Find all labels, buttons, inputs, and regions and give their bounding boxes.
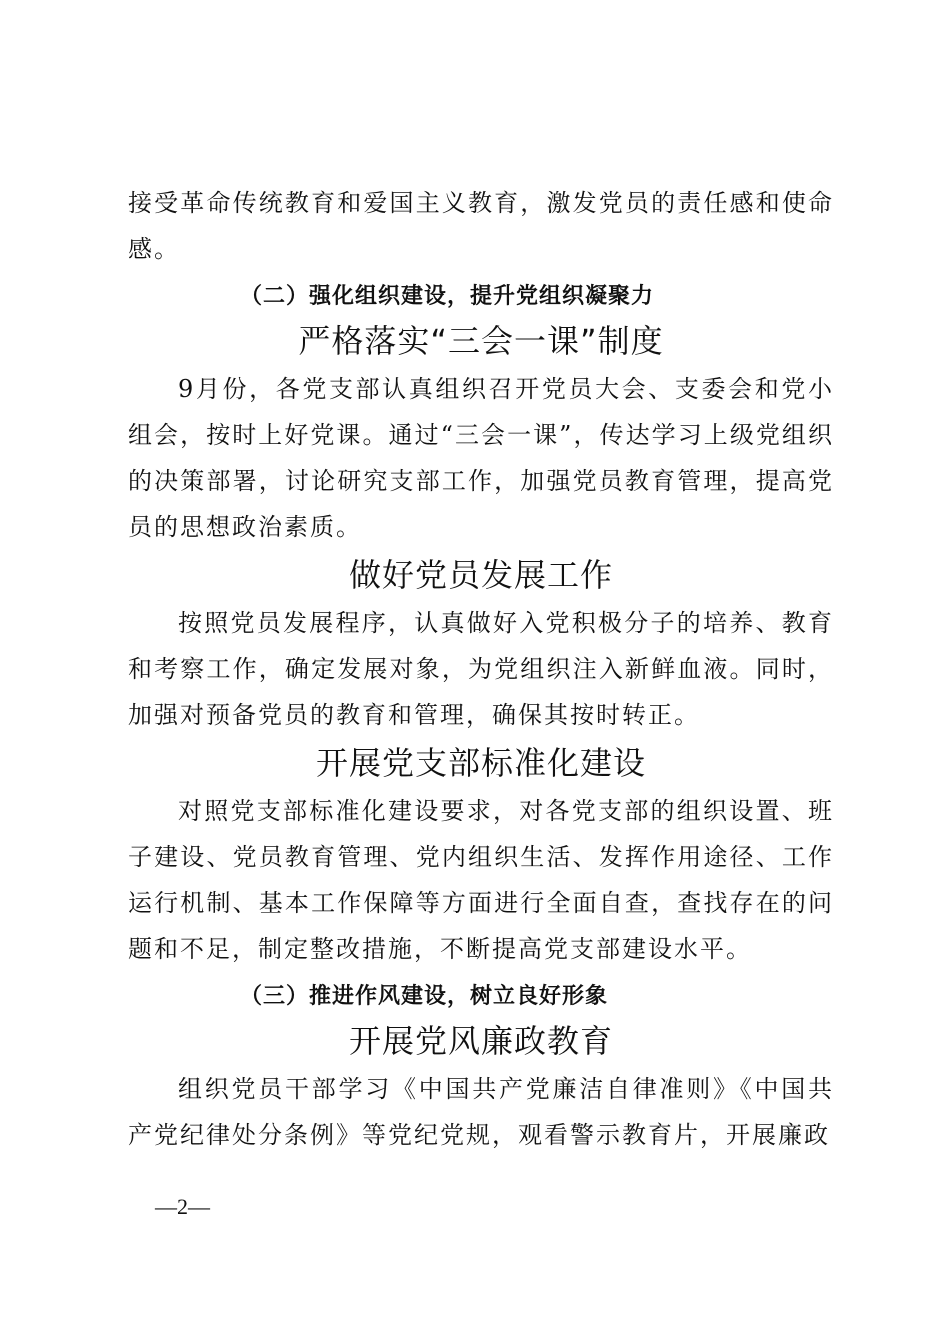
heading-three-meetings: 严格落实“三会一课”制度 <box>298 322 664 360</box>
heading-member-development: 做好党员发展工作 <box>348 556 613 594</box>
document-body <box>128 180 834 1158</box>
section-title-3: （三）推进作风建设，树立良好形象 <box>240 983 609 1009</box>
heading-integrity-education: 开展党风廉政教育 <box>348 1022 613 1060</box>
heading-branch-standardization: 开展党支部标准化建设 <box>315 744 646 782</box>
paragraph-integrity-education: 组织党员干部学习《中国共产党廉洁自律准则》《中国共产党纪律处分条例》等党纪党规，观看警示教育片，开展廉政 <box>128 1075 834 1149</box>
paragraph-member-development: 按照党员发展程序，认真做好入党积极分子的培养、教育和考察工作，确定发展对象，为党组织注入新鲜血液。同时，加强对预备党员的教育和管理，确保其按时转正。 <box>128 609 834 729</box>
page-number: —2— <box>155 1194 210 1219</box>
paragraph-branch-standardization: 对照党支部标准化建设要求，对各党支部的组织设置、班子建设、党员教育管理、党内组织生活、发挥作用途径、工作运行机制、基本工作保障等方面进行全面自查，查找存在的问题和不足，制定整改措施，不断提高党支部建设水平。 <box>128 797 834 963</box>
section-title-2: （二）强化组织建设，提升党组织凝聚力 <box>240 283 655 309</box>
paragraph-continuation: 接受革命传统教育和爱国主义教育，激发党员的责任感和使命感。 <box>128 189 834 263</box>
paragraph-three-meetings: 9月份，各党支部认真组织召开党员大会、支委会和党小组会，按时上好党课。通过“三会一课”，传达学习上级党组织的决策部署，讨论研究支部工作，加强党员教育管理，提高党员的思想政治素质。 <box>128 375 834 541</box>
